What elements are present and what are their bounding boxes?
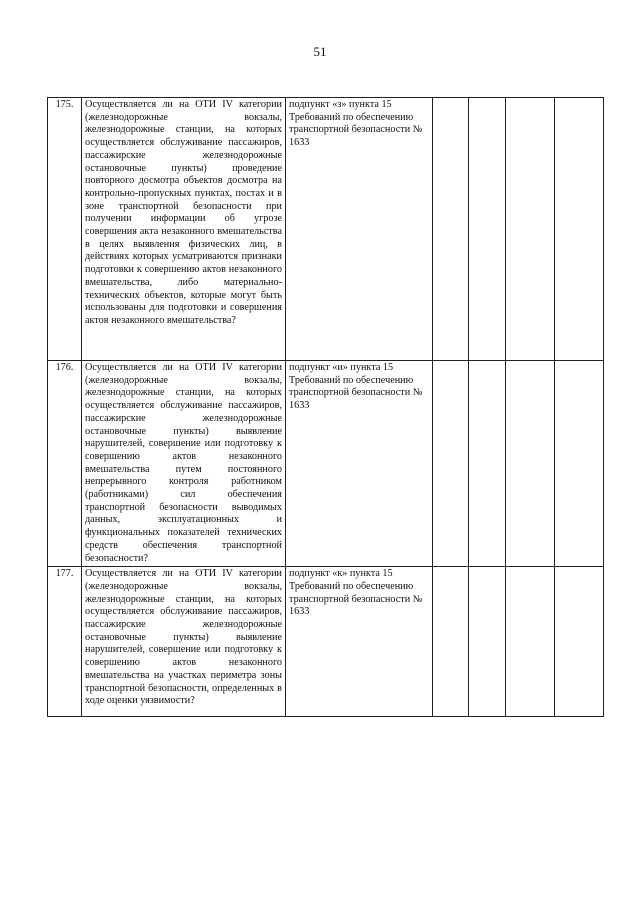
question-cell: Осуществляется ли на ОТИ IV категории (железнодорожные вокзалы, железнодорожные станции, на которых осуществляется обслуживание пассажиров, пассажирские железнодорожные остановочные пункты) выявление нарушителей, совершение или подготовку к совершению актов незаконного вмешательства путем постоянного непрерывного контроля работником (работниками) сил обеспечения транспортной безопасности выводимых данных, эксплуатационных и функциональных показателей технических средств обеспечения транспортной безопасности? bbox=[82, 361, 286, 567]
answer-cell-1 bbox=[433, 98, 469, 361]
answer-cell-3 bbox=[506, 361, 555, 567]
answer-cell-4 bbox=[555, 567, 604, 717]
reference-cell: подпункт «и» пункта 15 Требований по обеспечению транспортной безопасности № 1633 bbox=[286, 361, 433, 567]
row-number: 177. bbox=[48, 567, 82, 717]
question-cell: Осуществляется ли на ОТИ IV категории (железнодорожные вокзалы, железнодорожные станции, на которых осуществляется обслуживание пассажиров, пассажирские железнодорожные остановочные пункты) проведение повторного досмотра объектов досмотра на контрольно-пропускных пунктах, постах и в зоне транспортной безопасности при получении информации об угрозе совершения акта незаконного вмешательства в целях выявления физических лиц, в действиях которых усматриваются признаки подготовки к совершению актов незаконного вмешательства, либо материально-технических объектов, которые могут быть использованы для подготовки и совершения актов незаконного вмешательства? bbox=[82, 98, 286, 361]
answer-cell-2 bbox=[469, 361, 506, 567]
answer-cell-4 bbox=[555, 98, 604, 361]
reference-cell: подпункт «к» пункта 15 Требований по обеспечению транспортной безопасности № 1633 bbox=[286, 567, 433, 717]
question-cell: Осуществляется ли на ОТИ IV категории (железнодорожные вокзалы, железнодорожные станции, на которых осуществляется обслуживание пассажиров, пассажирские железнодорожные остановочные пункты) выявление нарушителей, совершение или подготовку к совершению актов незаконного вмешательства на участках периметра зоны транспортной безопасности, определенных в ходе оценки уязвимости? bbox=[82, 567, 286, 717]
answer-cell-1 bbox=[433, 361, 469, 567]
page-number: 51 bbox=[313, 44, 327, 59]
answer-cell-3 bbox=[506, 98, 555, 361]
reference-cell: подпункт «з» пункта 15 Требований по обеспечению транспортной безопасности № 1633 bbox=[286, 98, 433, 361]
answer-cell-4 bbox=[555, 361, 604, 567]
table-row bbox=[48, 567, 604, 717]
table-row bbox=[48, 98, 604, 361]
answer-cell-1 bbox=[433, 567, 469, 717]
row-number: 176. bbox=[48, 361, 82, 567]
answer-cell-2 bbox=[469, 98, 506, 361]
answer-cell-3 bbox=[506, 567, 555, 717]
answer-cell-2 bbox=[469, 567, 506, 717]
checklist-table bbox=[47, 97, 604, 717]
table-row bbox=[48, 361, 604, 567]
row-number: 175. bbox=[48, 98, 82, 361]
